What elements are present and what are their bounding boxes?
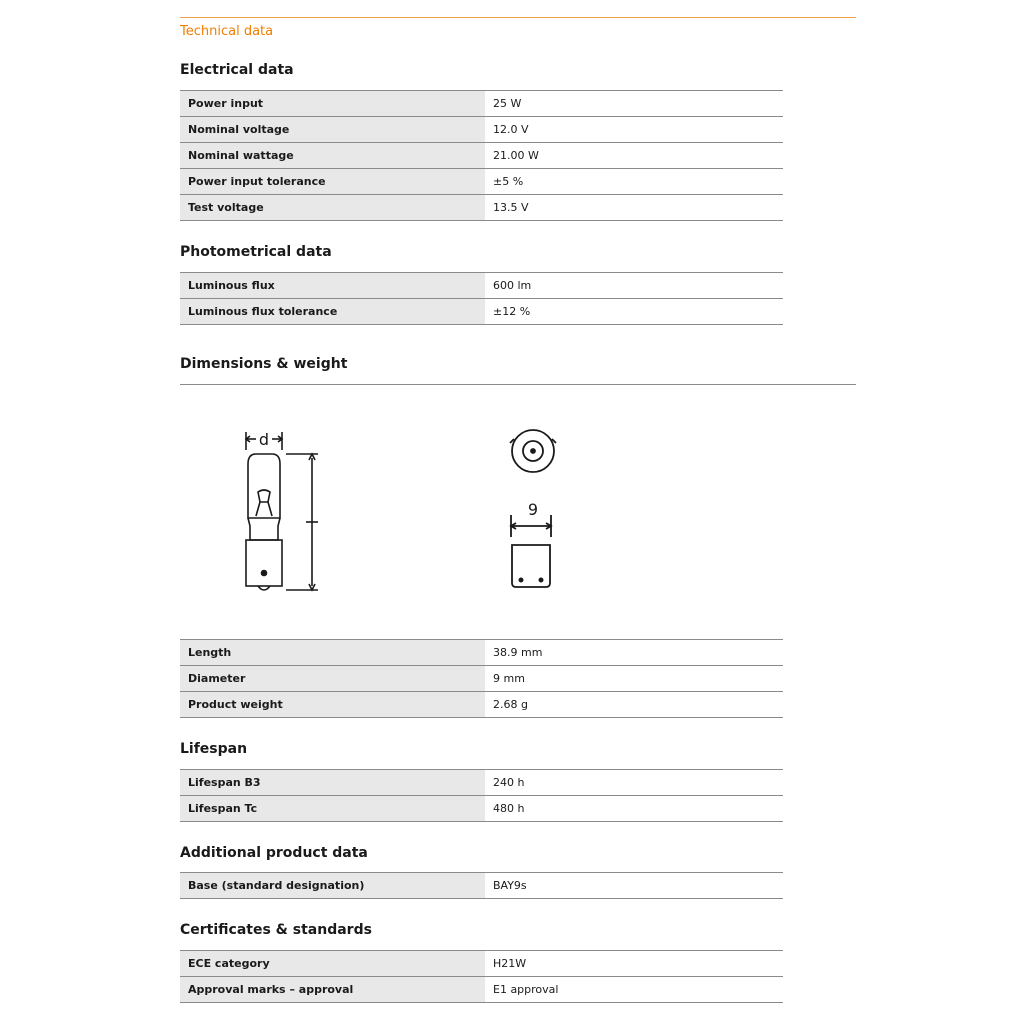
row-label: Nominal wattage (180, 143, 485, 169)
row-label: Approval marks – approval (180, 977, 485, 1003)
electrical-table (180, 90, 783, 221)
table-row (180, 873, 783, 899)
table-row (180, 640, 783, 666)
row-label: Power input (180, 91, 485, 117)
dimensions-table (180, 639, 783, 718)
row-value: 240 h (485, 770, 783, 796)
table-row (180, 195, 783, 221)
row-label: Length (180, 640, 485, 666)
table-row (180, 273, 783, 299)
dimensions-title: Dimensions & weight (180, 356, 348, 372)
photometrical-table (180, 272, 783, 325)
row-label: Base (standard designation) (180, 873, 485, 899)
row-value: 25 W (485, 91, 783, 117)
row-value: 600 lm (485, 273, 783, 299)
row-label: Product weight (180, 692, 485, 718)
row-label: Luminous flux (180, 273, 485, 299)
table-row (180, 143, 783, 169)
additional-table (180, 872, 783, 899)
row-value: E1 approval (485, 977, 783, 1003)
row-value: BAY9s (485, 873, 783, 899)
lifespan-table (180, 769, 783, 822)
row-label: Test voltage (180, 195, 485, 221)
lifespan-title: Lifespan (180, 741, 248, 757)
table-row (180, 169, 783, 195)
row-value: 38.9 mm (485, 640, 783, 666)
table-row (180, 770, 783, 796)
table-row (180, 666, 783, 692)
table-row (180, 951, 783, 977)
row-value: 9 mm (485, 666, 783, 692)
table-row (180, 299, 783, 325)
dimensions-rule (180, 384, 856, 385)
row-label: Diameter (180, 666, 485, 692)
page-kicker: Technical data (180, 24, 274, 39)
additional-title: Additional product data (180, 845, 368, 861)
row-label: Power input tolerance (180, 169, 485, 195)
row-value: 21.00 W (485, 143, 783, 169)
row-value: 12.0 V (485, 117, 783, 143)
row-value: 2.68 g (485, 692, 783, 718)
row-value: H21W (485, 951, 783, 977)
base-drawing (500, 425, 570, 595)
row-value: 13.5 V (485, 195, 783, 221)
dimension-d-label: d (258, 430, 270, 449)
row-label: Lifespan Tc (180, 796, 485, 822)
row-value: ±5 % (485, 169, 783, 195)
table-row (180, 91, 783, 117)
header-rule (180, 17, 856, 18)
electrical-title: Electrical data (180, 62, 294, 78)
dimension-9-label: 9 (527, 500, 539, 519)
bulb-side-drawing (230, 420, 340, 600)
row-label: Nominal voltage (180, 117, 485, 143)
table-row (180, 117, 783, 143)
row-value: 480 h (485, 796, 783, 822)
row-value: ±12 % (485, 299, 783, 325)
table-row (180, 796, 783, 822)
row-label: ECE category (180, 951, 485, 977)
row-label: Luminous flux tolerance (180, 299, 485, 325)
row-label: Lifespan B3 (180, 770, 485, 796)
certificates-title: Certificates & standards (180, 922, 372, 938)
table-row (180, 692, 783, 718)
photometrical-title: Photometrical data (180, 244, 332, 260)
table-row (180, 977, 783, 1003)
certificates-table (180, 950, 783, 1003)
